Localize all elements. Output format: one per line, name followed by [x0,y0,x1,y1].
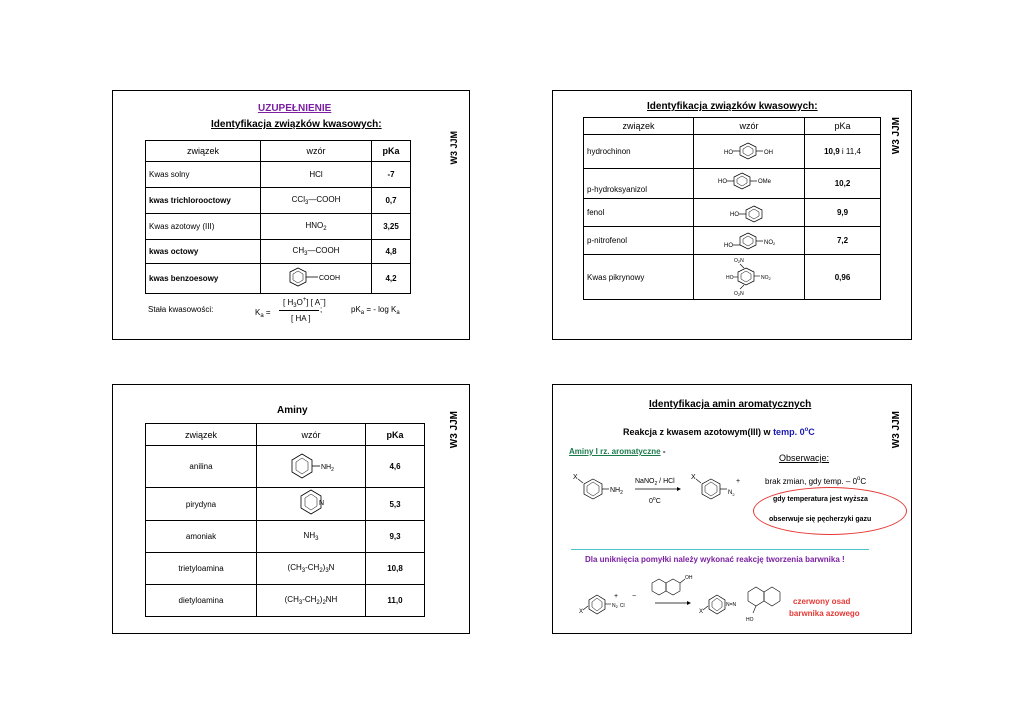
table-row [146,553,425,585]
formula [694,169,805,199]
slide-acid-identification [552,90,912,340]
ka-denominator: [ HA ] [291,314,311,323]
observation-ellipse [753,487,907,535]
pka-value: 7,2 [805,227,881,255]
svg-text:−: − [632,593,637,600]
col-formula: wzór [694,118,805,135]
svg-text:NO2: NO2 [764,239,776,246]
formula: $CH_3—COOH$ [261,240,372,264]
ka-symbol: $K_a$ = [255,308,271,319]
slide-side-label: W3 JJM [449,131,459,165]
observations-label: Obserwacje: [779,453,830,463]
pka-value: 4,2 [372,264,411,294]
svg-text:+: + [614,593,619,600]
picric-acid-structure [700,255,798,297]
reaction-heading: Reakcja z kwasem azotowym(III) w temp. 0$^o$C [623,427,815,437]
pka-value: 5,3 [366,488,425,521]
pka-value: 4,6 [366,446,425,488]
table-row [146,585,425,617]
slide-aromatic-amines [552,384,912,634]
svg-text:HO: HO [746,617,754,623]
slide-side-label: W3 JJM [449,411,460,449]
pka-value: 3,25 [372,214,411,240]
formula: $NH_3$ [257,521,366,553]
svg-text:+: + [736,478,741,485]
svg-text:X: X [573,474,578,481]
formula [694,255,805,300]
semicolon: ; [320,305,323,314]
compound-name: hydrochinon [584,135,694,169]
table-row [584,227,881,255]
nitrophenol-structure [700,228,798,252]
svg-text:OH: OH [685,575,693,581]
svg-text:N: N [319,500,325,507]
compound-name: fenol [584,199,694,227]
hydroxyanisole-structure [700,171,798,195]
slide-header: UZUPEŁNIENIE [258,103,332,114]
table-row [146,446,425,488]
compound-name: Kwas solny [146,162,261,188]
aniline-structure [262,449,360,483]
compound-name: pirydyna [146,488,257,521]
svg-text:OMe: OMe [758,178,772,185]
observation-2: gdy temperatura jest wyższa [773,496,868,503]
warning-text: Dla uniknięcia pomyłki należy wykonać reakcję tworzenia barwnika ! [585,555,845,564]
svg-text:OH: OH [764,149,773,156]
pka-value: 11,0 [366,585,425,617]
pka-value: 9,3 [366,521,425,553]
slide-title: Identyfikacja związków kwasowych: [211,119,382,130]
svg-text:NO2: $NO_2$ [761,275,771,281]
pka-value: 4,8 [372,240,411,264]
col-pka: pKa [372,141,411,162]
pka-value: 10,2 [805,169,881,199]
azo-coupling-scheme [571,573,811,629]
acid-table [145,140,411,294]
svg-text:COOH: COOH [319,274,340,282]
product-text-1: czerwony osad [793,597,851,606]
compound-name: Kwas pikrynowy [584,255,694,300]
svg-text:X: X [691,474,696,481]
compound-name: dietyloamina [146,585,257,617]
compound-name: trietyloamina [146,553,257,585]
slide-acid-supplement [112,90,470,340]
svg-text:O2N: $O_2N$ [734,291,744,297]
formula [257,488,366,521]
svg-text:X: X [699,609,704,615]
svg-text:NH2: $NH_2$ [610,487,623,496]
svg-text:HO: HO [726,275,734,281]
phenol-table [583,117,881,300]
formula: HCl [261,162,372,188]
compound-name: p-nitrofenol [584,227,694,255]
formula [694,227,805,255]
phenol-structure [700,200,798,224]
fraction-bar [279,310,319,311]
compound-name: kwas octowy [146,240,261,264]
svg-text:HO: HO [718,178,727,185]
table-row [146,188,411,214]
compound-name: anilina [146,446,257,488]
formula [694,135,805,169]
col-formula: wzór [257,424,366,446]
observation-1: brak zmian, gdy temp. – 0$^o$C [765,476,867,486]
pka-value: 9,9 [805,199,881,227]
pka-value: 0,7 [372,188,411,214]
svg-text:NH2: $NH_2$ [321,463,334,473]
compound-name: kwas trichlorooctowy [146,188,261,214]
formula: $(CH_3-CH_2)_3N$ [257,553,366,585]
pka-value: 10,8 [366,553,425,585]
svg-text:N2: $N_2$ [728,490,735,497]
compound-name: Kwas azotowy (III) [146,214,261,240]
observation-3: obserwuje się pęcherzyki gazu [769,516,872,523]
compound-name: p-hydroksyanizol [584,169,694,199]
diazotization-scheme [565,467,765,511]
slide-side-label: W3 JJM [891,117,902,155]
table-row [584,199,881,227]
formula [257,446,366,488]
ka-numerator: [ $H_3O^+$] [ A–] [283,297,326,309]
acidity-constant-label: Stała kwasowości: [148,305,214,314]
formula: $HNO_2$ [261,214,372,240]
svg-text:N2Cl: $N_2$ Cl [612,603,625,609]
amine-table [145,423,425,617]
table-row [146,521,425,553]
amines-label: Aminy I rz. aromatyczne - [569,447,666,456]
compound-name: kwas benzoesowy [146,264,261,294]
svg-text:O2N: $O_2N$ [734,258,744,264]
compound-name: amoniak [146,521,257,553]
pka-value: 0,96 [805,255,881,300]
slide-title: Identyfikacja związków kwasowych: [647,101,818,112]
formula: CCl$_3$—COOH [261,188,372,214]
formula: $(CH_3-CH_2)_2NH$ [257,585,366,617]
pka-definition: $pK_a$ = - $\log K_a$ [351,305,400,316]
separator-line [571,549,869,550]
svg-text:HO: HO [724,242,733,249]
slide-title: Identyfikacja amin aromatycznych [649,399,812,410]
hydroquinone-structure [700,139,798,163]
col-pka: pKa [805,118,881,135]
table-row [146,162,411,188]
table-row [146,488,425,521]
benzoic-acid-structure [268,265,364,291]
formula [694,199,805,227]
table-row [146,264,411,294]
col-pka: pKa [366,424,425,446]
table-row [584,135,881,169]
svg-text:HO: HO [730,211,739,218]
col-compound: związek [146,141,261,162]
slide-amines [112,384,470,634]
table-row [584,169,881,199]
svg-text:X: X [579,609,584,615]
table-row [584,255,881,300]
col-compound: związek [146,424,257,446]
pka-value: -7 [372,162,411,188]
svg-text:HO: HO [724,149,733,156]
pyridine-structure [262,488,360,518]
svg-text:0oC: 0$^o$C [649,496,661,505]
product-text-2: barwnika azowego [789,609,860,618]
svg-text:N=N: N=N [726,602,737,608]
slide-title: Aminy [277,405,308,416]
pka-value: 10,9 i 11,4 [805,135,881,169]
col-formula: wzór [261,141,372,162]
slide-side-label: W3 JJM [891,411,902,449]
table-row [146,214,411,240]
table-row [146,240,411,264]
svg-text:NaNO2 / HCl: NaNO$_2$ / HCl [635,478,675,487]
col-compound: związek [584,118,694,135]
formula [261,264,372,294]
